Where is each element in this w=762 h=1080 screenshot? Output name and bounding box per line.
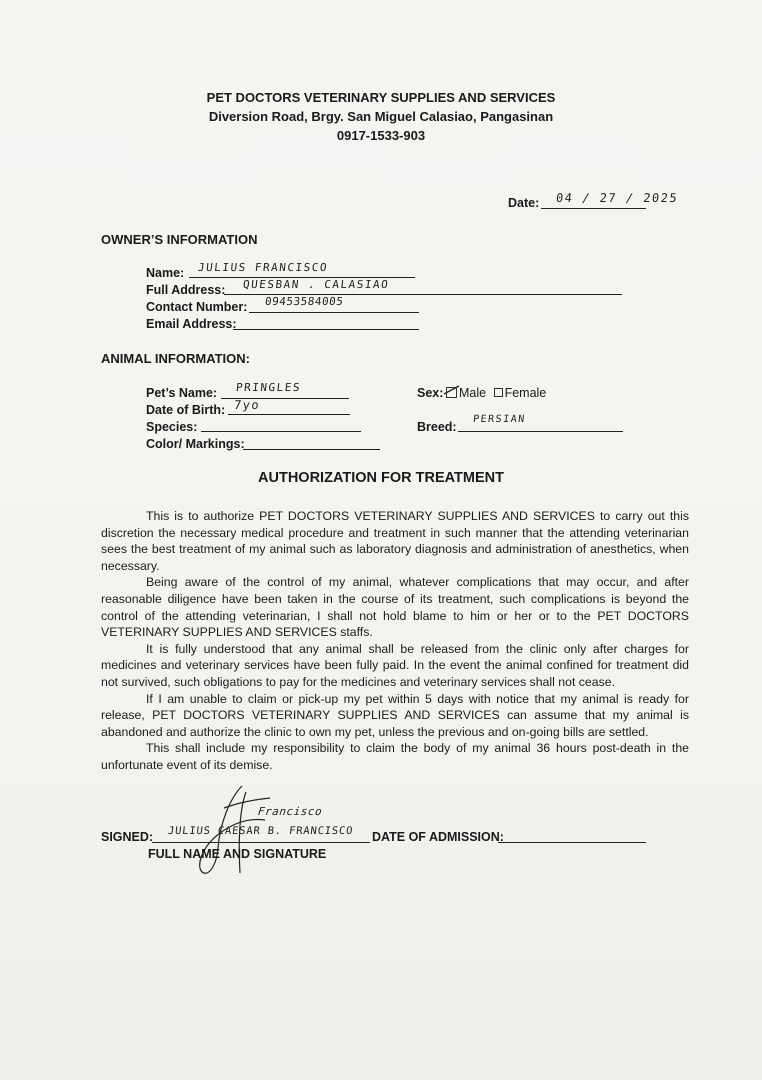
date-label: Date: xyxy=(508,196,540,210)
fullname-signature-label: FULL NAME AND SIGNATURE xyxy=(148,847,327,861)
owner-email-label: Email Address: xyxy=(146,317,237,331)
sex-male-checkbox[interactable] xyxy=(446,387,457,398)
authorization-paragraph: Being aware of the control of my animal, whatever complications that may occur, and after reasonable diligence have been taken in the course of its treatment, such complications is beyond the control of the attending veterinarian, I shall not hold blame to him or her or to the PET DOCTORS VETERINARY SUPPLIES AND SERVICES staffs. xyxy=(101,575,689,640)
breed-label: Breed: xyxy=(417,420,457,434)
species-label: Species: xyxy=(146,420,198,434)
authorization-paragraph: It is fully understood that any animal shall be released from the clinic only after charges for medicines and veterinary services have been fully paid. In the event the animal confined for treatment did not survived, such obligations to pay for the medicines and veterinary services shall not cease. xyxy=(101,641,689,689)
owner-contact-line xyxy=(249,312,419,313)
signed-line xyxy=(152,842,370,843)
owner-address-value: QUESBAN . CALASIAO xyxy=(242,278,390,291)
company-name: PET DOCTORS VETERINARY SUPPLIES AND SERVICES xyxy=(206,90,556,105)
signed-label: SIGNED: xyxy=(101,830,154,844)
owner-contact-value: 09453584005 xyxy=(264,295,345,308)
sex-female-checkbox[interactable] xyxy=(494,388,503,397)
owner-section-title: OWNER’S INFORMATION xyxy=(101,232,258,247)
dob-value: 7yo xyxy=(233,398,261,412)
owner-email-line xyxy=(233,329,419,330)
signed-name-value: JULIUS CAESAR B. FRANCISCO xyxy=(167,825,354,837)
check-mark-icon xyxy=(443,385,461,397)
pet-name-label: Pet’s Name: xyxy=(146,386,218,400)
sex-label: Sex: xyxy=(417,386,444,400)
authorization-paragraph: If I am unable to claim or pick-up my pet within 5 days with notice that my animal is ready for release, PET DOCTORS VETERINARY SUPPLIES AND SERVICES can assume that my animal is abandoned and authorize the clinic to own my pet, unless the previous and on-going bills are settled. xyxy=(101,691,689,739)
color-label: Color/ Markings: xyxy=(146,437,245,451)
color-line xyxy=(243,449,380,450)
date-line xyxy=(541,208,646,209)
owner-name-value: JULIUS FRANCISCO xyxy=(197,261,329,274)
authorization-paragraph: This is to authorize PET DOCTORS VETERINARY SUPPLIES AND SERVICES to carry out this discretion the necessary medical procedure and treatment in such manner that the attending veterinarian sees the best treatment of my animal such as laboratory diagnosis and administration of anesthetics, when necessary. xyxy=(101,509,689,573)
species-line xyxy=(201,431,361,432)
animal-section-title: ANIMAL INFORMATION: xyxy=(101,351,250,366)
owner-contact-label: Contact Number: xyxy=(146,300,248,314)
admission-line xyxy=(498,842,646,843)
sex-male-label: Male xyxy=(459,386,487,400)
owner-address-label: Full Address: xyxy=(146,283,226,297)
date-value: 04 / 27 / 2025 xyxy=(555,191,679,205)
authorization-title: AUTHORIZATION FOR TREATMENT xyxy=(258,470,504,486)
sex-options xyxy=(446,386,546,400)
breed-line xyxy=(458,431,623,432)
company-address: Diversion Road, Brgy. San Miguel Calasiao, Pangasinan xyxy=(208,109,554,124)
pet-name-value: PRINGLES xyxy=(235,381,302,394)
authorization-body xyxy=(101,508,689,774)
company-phone: 0917-1533-903 xyxy=(336,128,426,143)
owner-name-label: Name: xyxy=(146,266,185,280)
signature-script-text: Francisco xyxy=(257,805,323,818)
admission-label: DATE OF ADMISSION: xyxy=(372,830,504,844)
sex-female-label: Female xyxy=(504,386,547,400)
authorization-paragraph: This shall include my responsibility to claim the body of my animal 36 hours post-death in the unfortunate event of its demise. xyxy=(101,741,689,772)
dob-label: Date of Birth: xyxy=(146,403,226,417)
dob-line xyxy=(228,414,350,415)
breed-value: PERSIAN xyxy=(472,414,527,425)
